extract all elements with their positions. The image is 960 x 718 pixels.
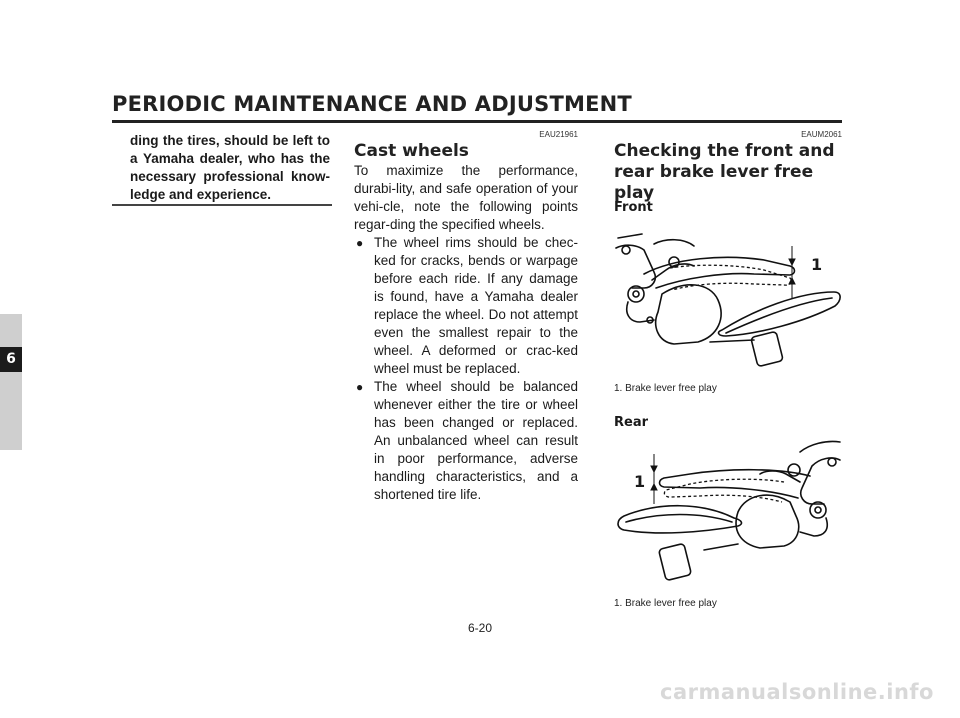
bullet-item: ● The wheel rims should be chec-ked for cracks, bends or warpage before each ride. If any damage is found, have a Yamaha dealer replace the wheel. Do not attempt even the smallest repair to the wheel. A deformed or crac-ked wheel must be replaced. <box>356 235 578 376</box>
cast-wheels-bullets <box>354 234 578 504</box>
brake-lever-title: Checking the front and rear brake lever free play <box>614 141 835 203</box>
column-1 <box>130 132 330 204</box>
brake-lever-code: EAUM2061 <box>801 130 842 139</box>
cast-wheels-code: EAU21961 <box>539 130 578 139</box>
front-caption: 1. Brake lever free play <box>614 383 717 394</box>
chapter-tab <box>0 314 22 450</box>
front-heading: Front <box>614 200 653 215</box>
bullet-icon: ● <box>356 236 364 250</box>
chapter-number: 6 <box>0 347 22 372</box>
cast-wheels-intro: To maximize the performance, durabi-lity, and safe operation of your vehi-cle, note the following points regar-ding the specified wheels. <box>354 163 578 232</box>
watermark: carmanualsonline.info <box>660 680 934 704</box>
rear-caption: 1. Brake lever free play <box>614 598 717 609</box>
front-callout-number: 1 <box>811 255 823 274</box>
cast-wheels-title: Cast wheels <box>354 141 469 161</box>
column-3 <box>614 130 842 204</box>
bullet-icon: ● <box>356 380 364 394</box>
bullet-item: ● The wheel should be balanced whenever either the tire or wheel has been changed or replaced. An unbalanced wheel can result in poor performance, adverse handling characteristics, and a shortened tire life. <box>356 379 578 502</box>
front-lever-drawing <box>614 222 842 372</box>
header-rule <box>112 120 842 123</box>
continued-warning-text: ding the tires, should be left to a Yamaha dealer, who has the necessary professional know-ledge and experience. <box>130 133 330 202</box>
rear-brake-lever-illustration <box>614 432 842 587</box>
page-number: 6-20 <box>467 621 493 635</box>
rear-callout-number: 1 <box>634 472 646 491</box>
rear-heading: Rear <box>614 415 649 430</box>
warning-end-rule <box>112 204 332 206</box>
section-header: PERIODIC MAINTENANCE AND ADJUSTMENT <box>112 92 632 116</box>
front-brake-lever-illustration <box>614 222 842 372</box>
column-2 <box>354 130 578 504</box>
rear-lever-drawing <box>614 432 842 587</box>
